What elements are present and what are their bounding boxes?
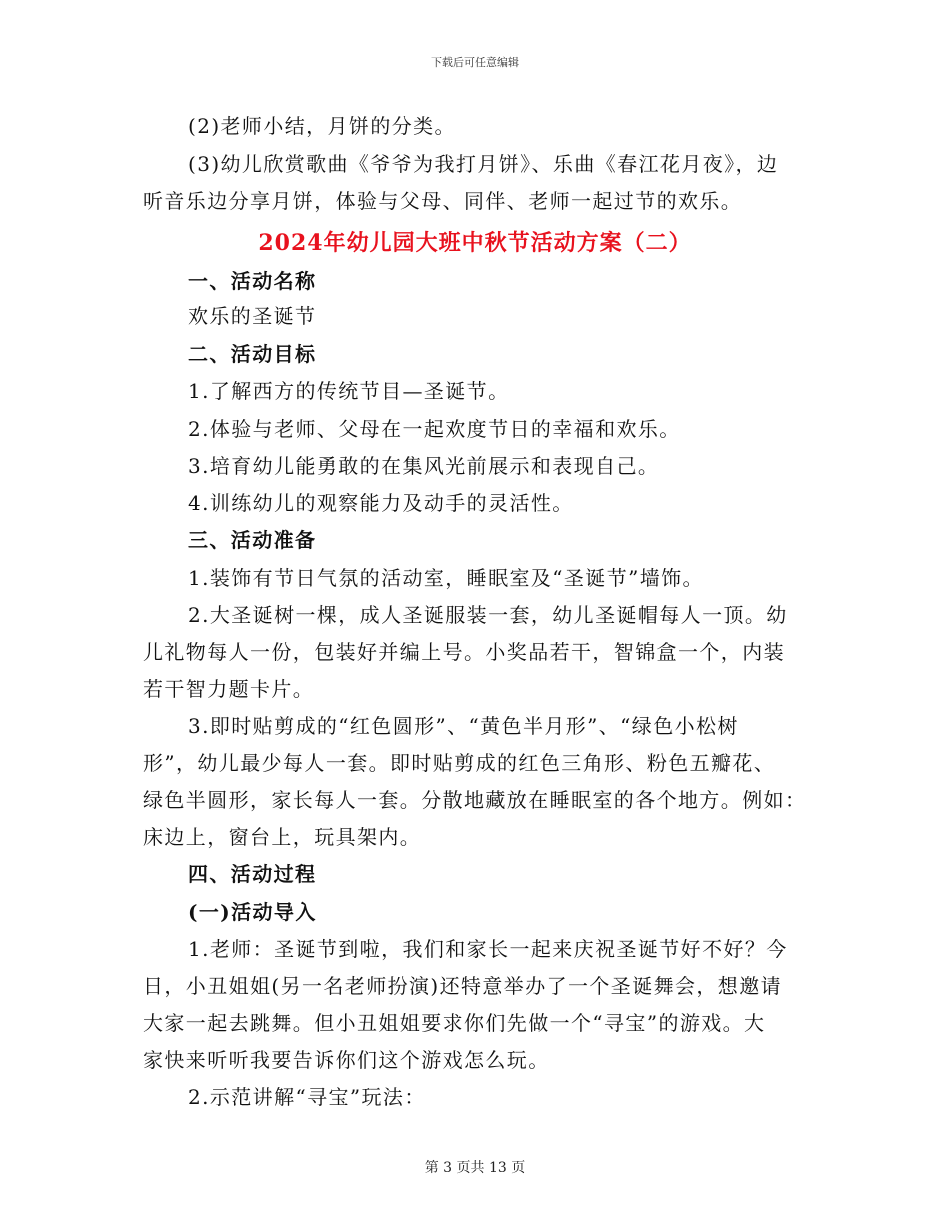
section-title: 2024年幼儿园大班中秋节活动方案（二） xyxy=(258,230,692,256)
paragraph-line: 大家一起去跳舞。但小丑姐姐要求你们先做一个“寻宝”的游戏。大 xyxy=(143,1011,766,1035)
subheading-intro: (一)活动导入 xyxy=(188,900,317,924)
paragraph-line: (2)老师小结，月饼的分类。 xyxy=(188,114,456,138)
page-footer: 第 3 页共 13 页 xyxy=(424,1160,526,1176)
paragraph-line: (3)幼儿欣赏歌曲《爷爷为我打月饼》、乐曲《春江花月夜》，边 xyxy=(188,152,779,176)
paragraph-line: 形”，幼儿最少每人一套。即时贴剪成的红色三角形、粉色五瓣花、 xyxy=(143,751,776,775)
list-item: 1.老师：圣诞节到啦，我们和家长一起来庆祝圣诞节好不好？今 xyxy=(188,937,788,961)
list-item: 1.装饰有节日气氛的活动室，睡眠室及“圣诞节”墙饰。 xyxy=(188,566,704,590)
heading-activity-name: 一、活动名称 xyxy=(188,269,317,293)
heading-activity-prep: 三、活动准备 xyxy=(188,528,317,552)
heading-activity-goals: 二、活动目标 xyxy=(188,342,317,366)
paragraph-line: 儿礼物每人一份，包装好并编上号。小奖品若干，智锦盒一个，内装 xyxy=(143,640,785,664)
list-item: 3.培育幼儿能勇敢的在集风光前展示和表现自己。 xyxy=(188,454,660,478)
list-item: 2.体验与老师、父母在一起欢度节日的幸福和欢乐。 xyxy=(188,417,681,441)
paragraph-line: 家快来听听我要告诉你们这个游戏怎么玩。 xyxy=(143,1048,550,1072)
paragraph-line: 若干智力题卡片。 xyxy=(143,677,315,701)
paragraph-line: 床边上，窗台上，玩具架内。 xyxy=(143,825,422,849)
paragraph-line: 欢乐的圣诞节 xyxy=(188,304,317,328)
list-item: 1.了解西方的传统节目—圣诞节。 xyxy=(188,379,510,403)
paragraph-line: 日，小丑姐姐(另一名老师扮演)还特意举办了一个圣诞舞会，想邀请 xyxy=(143,974,783,998)
list-item: 2.示范讲解“寻宝”玩法： xyxy=(188,1085,426,1109)
list-item: 4.训练幼儿的观察能力及动手的灵活性。 xyxy=(188,491,574,515)
heading-activity-process: 四、活动过程 xyxy=(188,862,317,886)
page-header: 下载后可任意编辑 xyxy=(431,56,519,69)
paragraph-line: 绿色半圆形，家长每人一套。分散地藏放在睡眠室的各个地方。例如： xyxy=(143,788,807,812)
list-item: 3.即时贴剪成的“红色圆形”、“黄色半月形”、“绿色小松树 xyxy=(188,714,739,738)
paragraph-line: 听音乐边分享月饼，体验与父母、同伴、老师一起过节的欢乐。 xyxy=(143,189,743,213)
list-item: 2.大圣诞树一棵，成人圣诞服装一套，幼儿圣诞帽每人一顶。幼 xyxy=(188,603,788,627)
